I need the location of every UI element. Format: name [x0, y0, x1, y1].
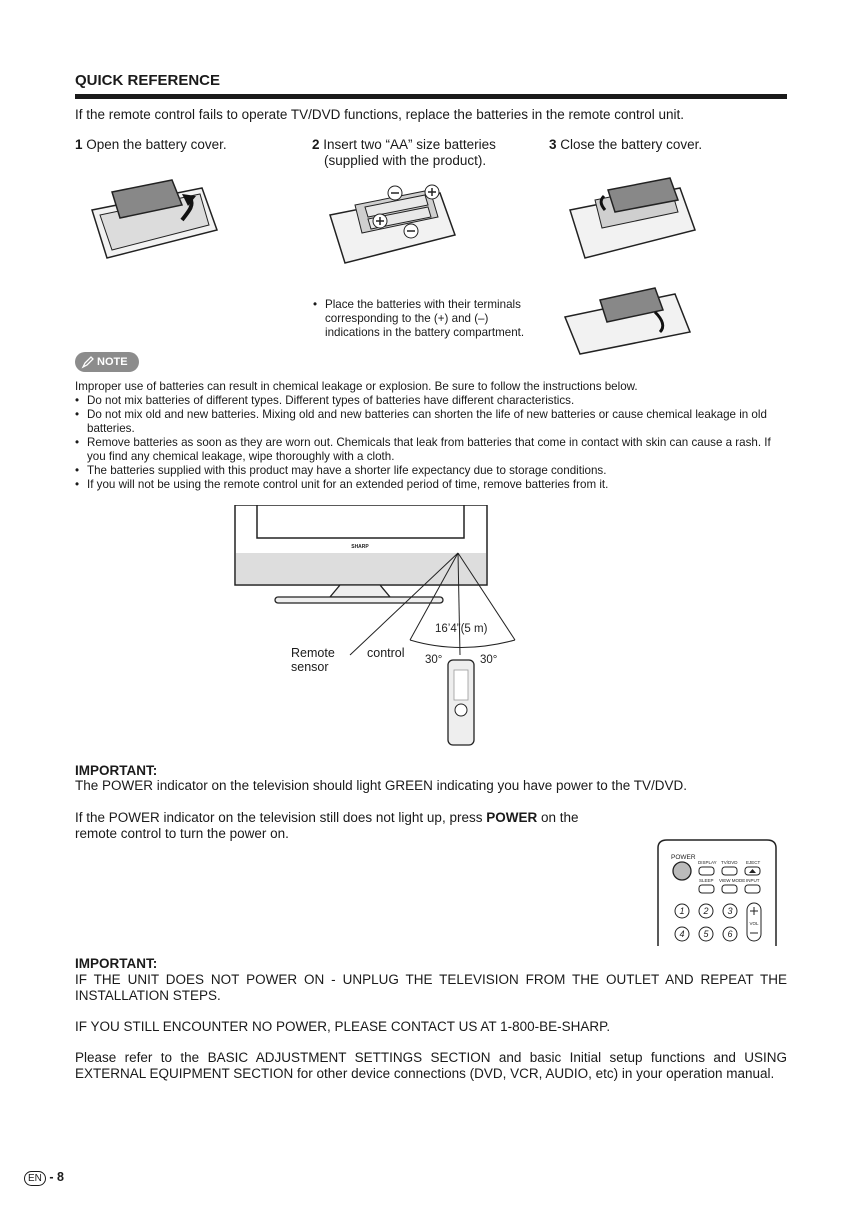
- viewmode-label: VIEW MODE: [719, 878, 746, 883]
- language-badge: EN: [24, 1171, 46, 1186]
- note-item: • Do not mix old and new batteries. Mixing old and new batteries can shorten the life of new batteries or cause chemical leakage in old batteries.: [75, 408, 787, 436]
- open-cover-illustration: [82, 170, 222, 265]
- step-2: [312, 137, 496, 169]
- display-label: DISPLAY: [698, 860, 717, 865]
- angle-right-label: 30°: [480, 654, 498, 666]
- power-instruction-b: on the: [537, 810, 579, 825]
- step-3-number: 3: [549, 137, 557, 152]
- power-instruction-line2: remote control to turn the power on.: [75, 826, 289, 841]
- control-label: control: [367, 646, 405, 660]
- battery-tip-line1: Place the batteries with their terminals: [325, 298, 521, 311]
- display-button: [699, 867, 714, 875]
- eject-label: EJECT: [746, 860, 761, 865]
- page-number: - 8: [49, 1170, 64, 1184]
- digit-2: 2: [703, 906, 709, 916]
- step-3: [549, 137, 702, 153]
- close-cover-illustration: [560, 170, 700, 265]
- sleep-label: SLEEP: [699, 878, 714, 883]
- note-item: • If you will not be using the remote control unit for an extended period of time, remove batteries from it.: [75, 478, 787, 492]
- digit-1: 1: [679, 906, 685, 916]
- digit-6: 6: [727, 929, 733, 939]
- remote-range-diagram: [230, 505, 530, 750]
- range-arc: [410, 640, 515, 648]
- note-item: • Remove batteries as soon as they are worn out. Chemicals that leak from batteries that come in contact with skin can cause a rash. If you find any chemical leakage, wipe thoroughly with a cloth.: [75, 436, 787, 464]
- sleep-button: [699, 885, 714, 893]
- note-intro: Improper use of batteries can result in chemical leakage or explosion. Be sure to follow the instructions below.: [75, 380, 638, 393]
- power-button: [673, 862, 691, 880]
- tv-brand: SHARP: [351, 544, 369, 550]
- remote-label: Remote: [291, 646, 335, 660]
- tvdvd-button: [722, 867, 737, 875]
- battery-tip-line2: corresponding to the (+) and (–): [325, 312, 489, 325]
- page-footer: [24, 1170, 64, 1186]
- digit-5: 5: [703, 929, 709, 939]
- sensor-label: sensor: [291, 660, 329, 674]
- distance-label: 16’4”(5 m): [435, 623, 488, 635]
- remote-panel-illustration: [655, 838, 780, 946]
- input-button: [745, 885, 760, 893]
- important-heading-1: IMPORTANT:: [75, 763, 158, 778]
- digit-4: 4: [679, 929, 685, 939]
- note-item: • Do not mix batteries of different types. Different types of batteries have different characteristics.: [75, 394, 787, 408]
- step-2-number: 2: [312, 137, 320, 152]
- title-rule: [75, 94, 787, 99]
- viewmode-button: [722, 885, 737, 893]
- battery-tip: • Place the batteries with their terminals corresponding to the (+) and (–) indications in the battery compartment.: [313, 298, 525, 339]
- insert-batteries-illustration: [320, 175, 460, 270]
- pencil-icon: [81, 355, 95, 369]
- note-item: • The batteries supplied with this product may have a shorter life expectancy due to storage conditions.: [75, 464, 787, 478]
- input-label: INPUT: [746, 878, 760, 883]
- step-2-text-line2: (supplied with the product).: [324, 153, 487, 168]
- tvdvd-label: TV/DVD: [721, 860, 738, 865]
- vol-label: VOL: [749, 921, 759, 926]
- important-heading-2: IMPORTANT:: [75, 956, 158, 971]
- power-instruction-a: If the POWER indicator on the television still does not light up, press: [75, 810, 487, 825]
- angle-left-label: 30°: [425, 654, 443, 666]
- battery-compartment-illustration: [560, 282, 700, 357]
- remote-sensor-label: [291, 646, 335, 674]
- note-badge-label: NOTE: [97, 356, 128, 368]
- note-badge: [75, 352, 139, 372]
- contact-instruction: IF YOU STILL ENCOUNTER NO POWER, PLEASE CONTACT US AT 1-800-BE-SHARP.: [75, 1019, 611, 1034]
- unplug-instruction: IF THE UNIT DOES NOT POWER ON - UNPLUG THE TELEVISION FROM THE OUTLET AND REPEAT THE INSTALLATION STEPS.: [75, 972, 787, 1003]
- power-instruction-bold: POWER: [486, 810, 538, 825]
- step-3-text: Close the battery cover.: [560, 137, 703, 152]
- step-2-text: Insert two “AA” size batteries: [323, 137, 496, 152]
- step-1-text: Open the battery cover.: [86, 137, 227, 152]
- tv-neck: [330, 585, 390, 597]
- digit-3: 3: [727, 906, 733, 916]
- power-indicator-text: The POWER indicator on the television should light GREEN indicating you have power to the TV/DVD.: [75, 778, 688, 793]
- step-1: [75, 137, 227, 153]
- tv-bezel: [236, 553, 486, 584]
- battery-notes: [75, 380, 787, 492]
- page-title: QUICK REFERENCE: [75, 72, 221, 89]
- battery-tip-line3: indications in the battery compartment.: [325, 326, 525, 339]
- intro-text: If the remote control fails to operate TV/DVD functions, replace the batteries in the remote control unit.: [75, 107, 685, 122]
- step-1-number: 1: [75, 137, 83, 152]
- refer-instruction: Please refer to the BASIC ADJUSTMENT SETTINGS SECTION and basic Initial setup functions and USING EXTERNAL EQUIPMENT SECTION for other device connections (DVD, VCR, AUDIO, etc) in your operation manual.: [75, 1050, 787, 1081]
- power-instruction: [75, 810, 579, 842]
- tv-screen: [257, 505, 464, 538]
- tv-stand: [275, 597, 443, 603]
- note-list: [75, 394, 787, 492]
- power-label: POWER: [671, 854, 696, 861]
